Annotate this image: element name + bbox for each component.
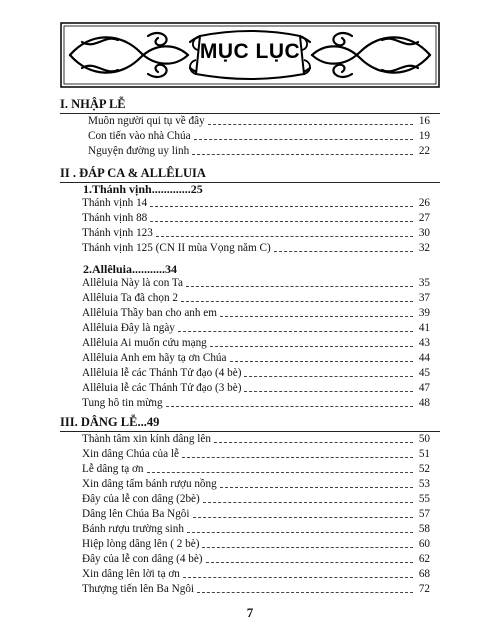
toc-entry-page: 39 <box>418 307 430 319</box>
toc-entry-page: 48 <box>418 397 430 409</box>
leader-dots <box>192 154 413 155</box>
toc-entry-label: Nguyện đường uy linh <box>88 145 190 157</box>
toc-entry[interactable] <box>82 507 430 521</box>
toc-entry-label: Thánh vịnh 123 <box>82 227 153 239</box>
toc-entry-label: Allêluia Này là con Ta <box>82 277 183 289</box>
leader-dots <box>210 346 413 347</box>
toc-entry-page: 19 <box>418 130 430 142</box>
toc-entry-label: Thánh vịnh 14 <box>82 197 148 209</box>
leader-dots <box>166 406 413 407</box>
toc-entry[interactable] <box>82 211 430 225</box>
toc-entry[interactable] <box>88 129 430 143</box>
page-title: MỤC LỤC <box>199 40 301 63</box>
toc-entry-label: Tung hô tin mừng <box>82 397 163 409</box>
toc-entry-page: 16 <box>418 115 430 127</box>
leader-dots <box>220 316 413 317</box>
toc-entry-label: Allêluia Ai muốn cứu mạng <box>82 337 207 349</box>
toc-entry-page: 47 <box>418 382 430 394</box>
toc-entry[interactable] <box>88 114 430 128</box>
toc-entry-label: Allêluia Thầy ban cho anh em <box>82 307 217 319</box>
toc-entry[interactable] <box>82 241 430 255</box>
toc-entry-page: 30 <box>418 227 430 239</box>
toc-entry[interactable] <box>82 492 430 506</box>
toc-entry-page: 55 <box>418 493 430 505</box>
leader-dots <box>183 577 413 578</box>
toc-entry-page: 50 <box>418 433 430 445</box>
toc-entry[interactable] <box>82 477 430 491</box>
toc-entry[interactable] <box>82 396 430 410</box>
toc-entry-label: Thánh vịnh 88 <box>82 212 148 224</box>
toc-entry[interactable] <box>82 336 430 350</box>
toc-entry-label: Thành tâm xin kính dâng lên <box>82 433 211 445</box>
toc-entry-page: 57 <box>418 508 430 520</box>
leader-dots <box>181 301 413 302</box>
toc-entry-page: 52 <box>418 463 430 475</box>
toc-entry-page: 41 <box>418 322 430 334</box>
toc-entry-page: 72 <box>418 583 430 595</box>
toc-entry-page: 44 <box>418 352 430 364</box>
leader-dots <box>178 331 413 332</box>
toc-entry-label: Dâng lên Chúa Ba Ngôi <box>82 508 190 520</box>
toc-entry-label: Muôn người qui tụ về đây <box>88 115 205 127</box>
leader-dots <box>194 139 413 140</box>
toc-entry-label: Đây của lễ con dâng (2bè) <box>82 493 200 505</box>
toc-entry-page: 26 <box>418 197 430 209</box>
toc-entry-page: 45 <box>418 367 430 379</box>
toc-entry[interactable] <box>82 552 430 566</box>
section-title-dap-ca: II . ĐÁP CA & ALLÊLUIA <box>60 166 206 180</box>
section-title-dang-le: III. DÂNG LỄ...49 <box>60 415 160 429</box>
leader-dots <box>193 517 413 518</box>
toc-entry-page: 22 <box>418 145 430 157</box>
toc-entry[interactable] <box>82 462 430 476</box>
toc-entry-page: 60 <box>418 538 430 550</box>
toc-entry[interactable] <box>82 351 430 365</box>
toc-entry[interactable] <box>82 537 430 551</box>
toc-entry-page: 51 <box>418 448 430 460</box>
leader-dots <box>150 206 413 207</box>
leader-dots <box>274 251 413 252</box>
leader-dots <box>244 391 413 392</box>
leader-dots <box>147 472 413 473</box>
leader-dots <box>150 221 413 222</box>
toc-entry[interactable] <box>88 144 430 158</box>
toc-entry-label: Bánh rượu trường sinh <box>82 523 184 535</box>
subsection-title-thanh-vinh: 1.Thánh vịnh.............25 <box>83 182 203 196</box>
toc-entry-label: Lễ dâng tạ ơn <box>82 463 144 475</box>
leader-dots <box>202 547 413 548</box>
toc-entry-page: 58 <box>418 523 430 535</box>
toc-entry-label: Đây của lễ con dâng (4 bè) <box>82 553 203 565</box>
toc-banner <box>60 22 440 88</box>
toc-entry[interactable] <box>82 276 430 290</box>
toc-entry[interactable] <box>82 226 430 240</box>
leader-dots <box>182 457 413 458</box>
leader-dots <box>186 286 413 287</box>
leader-dots <box>203 502 413 503</box>
toc-entry-label: Hiệp lòng dâng lên ( 2 bè) <box>82 538 200 550</box>
toc-entry[interactable] <box>82 291 430 305</box>
toc-entry-label: Xin dâng tấm bánh rượu nồng <box>82 478 217 490</box>
section-title-nhap-le: I. NHẬP LỄ <box>60 97 126 111</box>
toc-entry[interactable] <box>82 366 430 380</box>
toc-entry[interactable] <box>82 447 430 461</box>
page-number: 7 <box>246 605 254 620</box>
toc-entry-label: Allêluia Ta đã chọn 2 <box>82 292 178 304</box>
toc-entry-label: Thượng tiến lên Ba Ngôi <box>82 583 195 595</box>
leader-dots <box>197 592 413 593</box>
toc-entry-label: Xin dâng lên lời tạ ơn <box>82 568 180 580</box>
toc-entry[interactable] <box>82 522 430 536</box>
toc-entry-label: Xin dâng Chúa của lễ <box>82 448 179 460</box>
leader-dots <box>187 532 413 533</box>
subsection-title-alleluia: 2.Allêluia...........34 <box>83 262 178 276</box>
toc-entry-page: 53 <box>418 478 430 490</box>
toc-entry-label: Allêluia lễ các Thánh Tử đạo (3 bè) <box>82 382 242 394</box>
toc-entry-label: Allêluia lễ các Thánh Tử đạo (4 bè) <box>82 367 242 379</box>
toc-entry[interactable] <box>82 321 430 335</box>
leader-dots <box>206 562 413 563</box>
toc-entry[interactable] <box>82 432 430 446</box>
toc-entry-page: 35 <box>418 277 430 289</box>
toc-entry[interactable] <box>82 306 430 320</box>
leader-dots <box>244 376 413 377</box>
toc-entry-page: 62 <box>418 553 430 565</box>
toc-entry-page: 37 <box>418 292 430 304</box>
leader-dots <box>220 487 413 488</box>
toc-entry-page: 32 <box>418 242 430 254</box>
toc-entry-page: 43 <box>418 337 430 349</box>
toc-entry-label: Con tiến vào nhà Chúa <box>88 130 191 142</box>
toc-entry-label: Allêluia Anh em hãy tạ ơn Chúa <box>82 352 227 364</box>
leader-dots <box>214 442 413 443</box>
toc-entry-label: Thánh vịnh 125 (CN II mùa Vọng năm C) <box>82 242 271 254</box>
toc-entry[interactable] <box>82 567 430 581</box>
leader-dots <box>208 124 413 125</box>
toc-entry-label: Allêluia Đây là ngày <box>82 322 175 334</box>
toc-entry[interactable] <box>82 381 430 395</box>
toc-entry-page: 27 <box>418 212 430 224</box>
toc-entry-page: 68 <box>418 568 430 580</box>
toc-entry[interactable] <box>82 196 430 210</box>
leader-dots <box>230 361 414 362</box>
toc-entry[interactable] <box>82 582 430 596</box>
leader-dots <box>156 236 413 237</box>
